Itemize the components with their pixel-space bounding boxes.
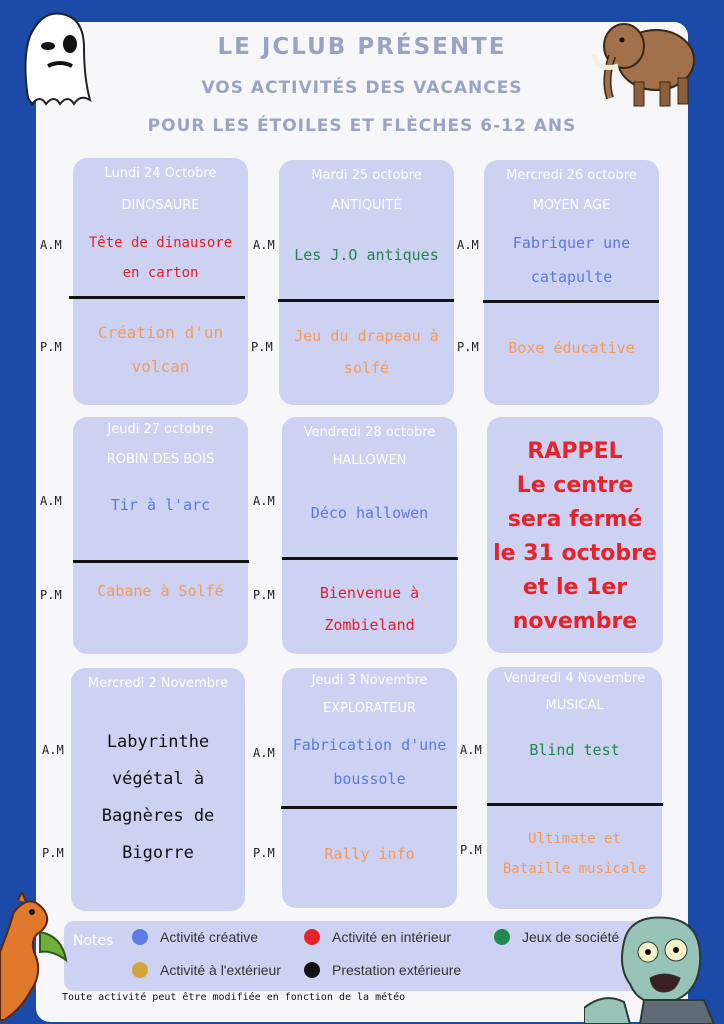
rappel-line: le 31 octobre xyxy=(493,541,657,566)
am-label: A.M xyxy=(42,743,64,757)
day-date: Jeudi 27 octobre xyxy=(107,422,214,437)
legend-item-exterieur xyxy=(132,962,281,978)
day-theme: EXPLORATEUR xyxy=(322,701,417,716)
legend-item-creative xyxy=(132,929,258,945)
dragon-icon xyxy=(0,892,70,1022)
pm-activity: Bienvenue à Zombieland xyxy=(319,584,420,634)
am-label: A.M xyxy=(253,494,275,508)
ampm-divider xyxy=(281,806,457,809)
day-card-mercredi-26 xyxy=(484,160,659,405)
am-activity: Labyrinthe végétal à Bagnères de Bigorre xyxy=(101,732,215,863)
title-line-1: LE JCLUB PRÉSENTE xyxy=(217,34,507,60)
legend-label: Activité à l'extérieur xyxy=(160,962,281,978)
day-card-mardi-25 xyxy=(279,160,454,405)
day-date: Mercredi 2 Novembre xyxy=(87,676,229,691)
am-label: A.M xyxy=(40,494,62,508)
day-card-lundi-24 xyxy=(73,158,248,405)
mammoth-icon xyxy=(590,10,700,110)
pm-label: P.M xyxy=(460,843,482,857)
ampm-divider xyxy=(483,300,659,303)
pm-label: P.M xyxy=(40,340,62,354)
pm-label: P.M xyxy=(253,846,275,860)
am-activity: Fabrication d'une boussole xyxy=(292,736,447,788)
pm-activity: Jeu du drapeau à solfé xyxy=(294,327,439,377)
am-activity: Fabriquer une catapulte xyxy=(512,234,631,286)
rappel-line: et le 1er xyxy=(522,575,628,600)
title-line-2: VOS ACTIVITÉS DES VACANCES xyxy=(201,78,523,98)
day-theme: ROBIN DES BOIS xyxy=(106,452,215,467)
am-activity: Tête de dinausore en carton xyxy=(88,235,233,281)
legend-label: Prestation extérieure xyxy=(332,962,462,978)
pm-activity: Boxe éducative xyxy=(508,339,635,357)
am-label: A.M xyxy=(253,746,275,760)
legend-label: Activité en intérieur xyxy=(332,929,452,945)
footnote: Toute activité peut être modifiée en fonction de la météo xyxy=(62,992,406,1003)
notes-legend xyxy=(64,921,660,991)
pm-activity: Cabane à Solfé xyxy=(97,582,224,600)
legend-item-interieur xyxy=(304,929,451,945)
pm-label: P.M xyxy=(42,846,64,860)
ampm-divider xyxy=(282,557,458,560)
am-label: A.M xyxy=(460,743,482,757)
pm-activity: Ultimate et Bataille musicale xyxy=(502,831,647,877)
day-card-jeudi-27 xyxy=(73,417,248,654)
am-activity: Les J.O antiques xyxy=(294,246,439,264)
rappel-line: sera fermé xyxy=(507,507,643,532)
pm-activity: Rally info xyxy=(324,845,415,863)
ampm-divider xyxy=(73,560,249,563)
blue-dot-icon xyxy=(132,929,148,945)
day-theme: ANTIQUITÉ xyxy=(331,198,402,213)
day-date: Mardi 25 octobre xyxy=(311,168,422,183)
ampm-divider xyxy=(487,803,663,806)
ampm-divider xyxy=(69,296,245,299)
day-card-vendredi-28 xyxy=(282,417,457,654)
day-card-vendredi-4 xyxy=(487,667,662,909)
zombie-icon xyxy=(584,912,724,1024)
ampm-divider xyxy=(278,299,454,302)
am-activity: Tir à l'arc xyxy=(110,496,211,514)
am-activity: Déco hallowen xyxy=(310,504,429,522)
pm-label: P.M xyxy=(251,340,273,354)
day-theme: MOYEN AGE xyxy=(532,198,611,213)
yellow-dot-icon xyxy=(132,962,148,978)
pm-label: P.M xyxy=(253,588,275,602)
day-date: Lundi 24 Octobre xyxy=(104,166,217,181)
am-label: A.M xyxy=(457,238,479,252)
day-theme: DINOSAURE xyxy=(121,198,200,213)
day-theme: HALLOWEN xyxy=(332,453,407,468)
green-dot-icon xyxy=(494,929,510,945)
day-date: Jeudi 3 Novembre xyxy=(311,673,428,688)
am-label: A.M xyxy=(253,238,275,252)
red-dot-icon xyxy=(304,929,320,945)
rappel-line: Le centre xyxy=(516,473,634,498)
pm-activity: Création d'un volcan xyxy=(97,323,224,376)
rappel-box xyxy=(487,417,663,653)
rappel-line: novembre xyxy=(512,609,638,634)
day-date: Mercredi 26 octobre xyxy=(506,168,637,183)
legend-item-prestation xyxy=(304,962,461,978)
day-card-jeudi-3 xyxy=(282,668,457,908)
black-dot-icon xyxy=(304,962,320,978)
legend-label: Activité créative xyxy=(160,929,259,945)
day-card-mercredi-2 xyxy=(71,668,245,911)
title-line-3: POUR LES ÉTOILES ET FLÈCHES 6-12 ANS xyxy=(147,116,577,136)
pm-label: P.M xyxy=(457,340,479,354)
notes-label: Notes xyxy=(73,933,114,949)
am-label: A.M xyxy=(40,238,62,252)
pm-label: P.M xyxy=(40,588,62,602)
legend-label: Jeux de société xyxy=(522,929,620,945)
rappel-line: RAPPEL xyxy=(527,439,623,464)
day-date: Vendredi 28 octobre xyxy=(303,425,436,440)
ghost-icon xyxy=(18,8,92,108)
day-date: Vendredi 4 Novembre xyxy=(503,671,646,686)
day-theme: MUSICAL xyxy=(545,698,604,713)
am-activity: Blind test xyxy=(529,741,620,759)
